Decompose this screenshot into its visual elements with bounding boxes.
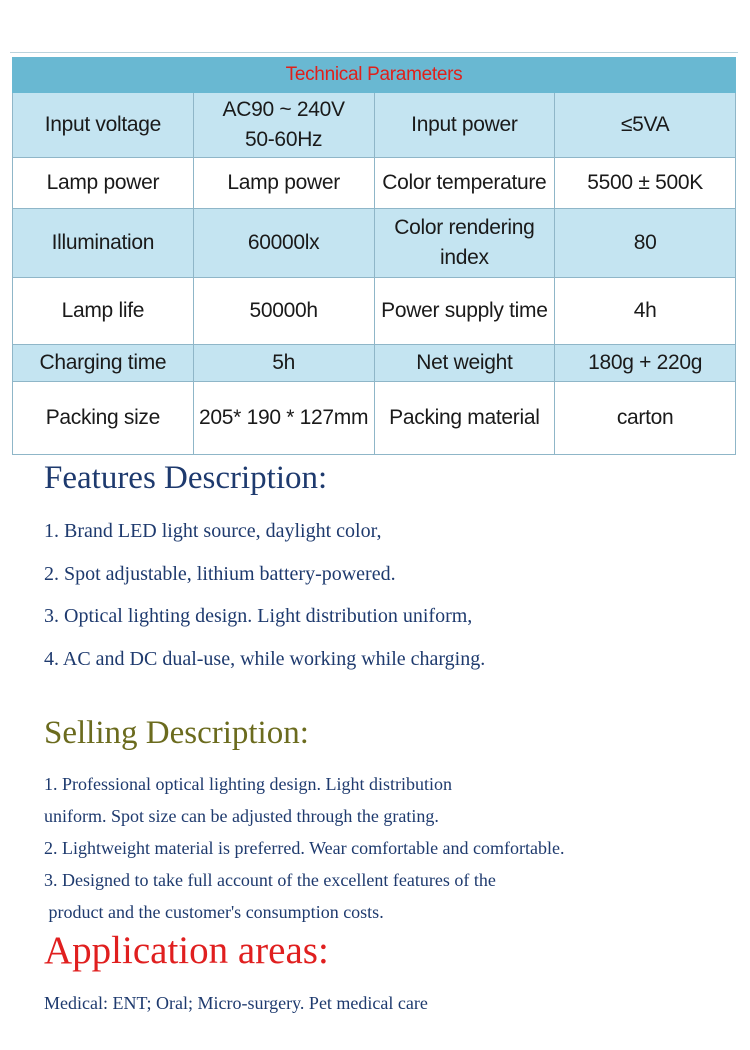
param-value: 80 xyxy=(555,209,736,278)
table-row xyxy=(13,93,736,158)
list-item: 1. Professional optical lighting design. Light distribution xyxy=(44,774,452,794)
param-name: Input power xyxy=(374,93,555,158)
param-value xyxy=(193,93,374,158)
param-value: carton xyxy=(555,382,736,455)
list-item: 2. Lightweight material is preferred. Wear comfortable and comfortable. xyxy=(44,838,565,858)
param-name: Charging time xyxy=(13,345,194,382)
param-value: 180g + 220g xyxy=(555,345,736,382)
value-line: 50-60Hz xyxy=(244,128,323,151)
application-text: Medical: ENT; Oral; Micro-surgery. Pet medical care xyxy=(44,993,428,1013)
list-item: 1. Brand LED light source, daylight color, xyxy=(44,520,382,542)
top-divider-line xyxy=(10,52,738,53)
param-name: Illumination xyxy=(13,209,194,278)
param-value: 50000h xyxy=(193,278,374,345)
param-name: Lamp life xyxy=(13,278,194,345)
table-title: Technical Parameters xyxy=(13,58,736,93)
param-value: 205* 190 * 127mm xyxy=(193,382,374,455)
table-row xyxy=(13,278,736,345)
param-name xyxy=(374,209,555,278)
list-item: 3. Optical lighting design. Light distribution uniform, xyxy=(44,605,473,627)
list-item: 3. Designed to take full account of the excellent features of the xyxy=(44,870,496,890)
table-row xyxy=(13,345,736,382)
param-name: Lamp power xyxy=(13,158,194,209)
param-name: Packing material xyxy=(374,382,555,455)
param-value: 4h xyxy=(555,278,736,345)
table-title-row xyxy=(13,58,736,93)
param-name: Net weight xyxy=(374,345,555,382)
features-list xyxy=(44,516,485,686)
selling-heading: Selling Description: xyxy=(44,715,309,751)
table-row xyxy=(13,158,736,209)
features-heading: Features Description: xyxy=(44,460,328,496)
list-item: 2. Spot adjustable, lithium battery-powered. xyxy=(44,562,396,585)
param-value: Lamp power xyxy=(193,158,374,209)
name-line: Color rendering xyxy=(394,216,535,239)
table-row xyxy=(13,209,736,278)
param-value: 5h xyxy=(193,345,374,382)
name-line: index xyxy=(440,246,489,269)
param-name: Packing size xyxy=(13,382,194,455)
list-item: 4. AC and DC dual-use, while working while charging. xyxy=(44,647,486,670)
list-item: product and the customer's consumption costs. xyxy=(44,902,384,922)
value-line: AC90 ~ 240V xyxy=(222,98,345,121)
param-value: ≤5VA xyxy=(555,93,736,158)
application-heading: Application areas: xyxy=(44,929,329,972)
list-item: uniform. Spot size can be adjusted through the grating. xyxy=(44,806,439,826)
param-name: Color temperature xyxy=(374,158,555,209)
param-value: 60000lx xyxy=(193,209,374,278)
param-value: 5500 ± 500K xyxy=(555,158,736,209)
selling-list xyxy=(44,768,744,928)
param-name: Input voltage xyxy=(13,93,194,158)
param-name: Power supply time xyxy=(374,278,555,345)
table-row xyxy=(13,382,736,455)
technical-parameters-table xyxy=(12,57,736,455)
